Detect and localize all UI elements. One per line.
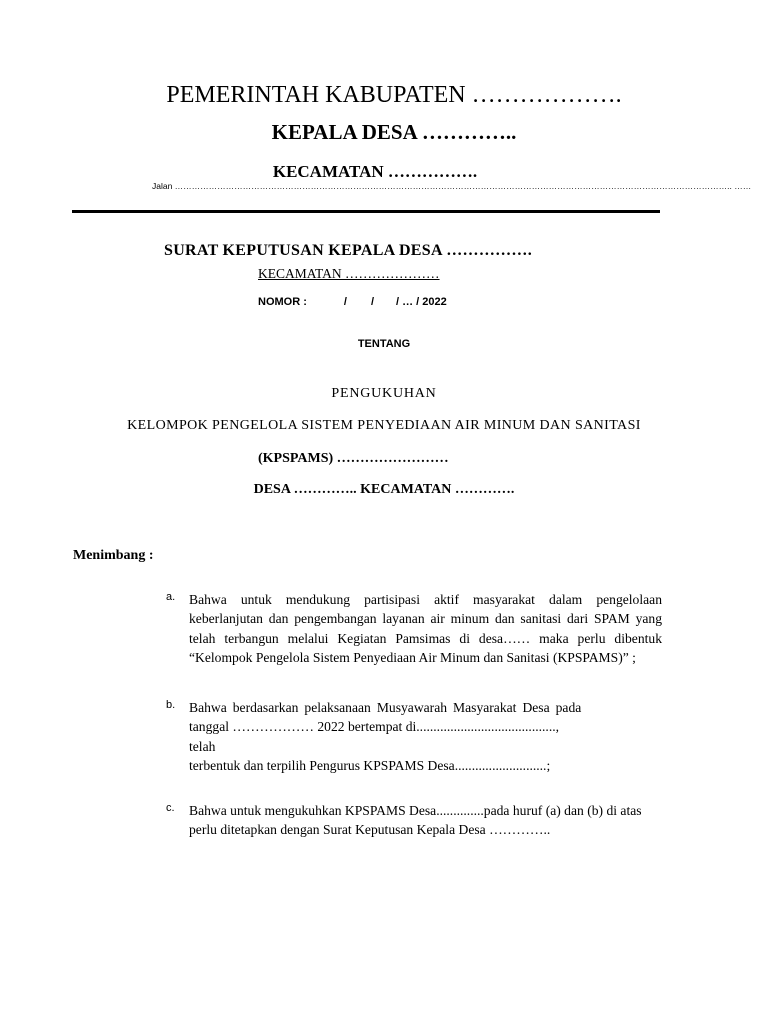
considering-item-text: Bahwa untuk mendukung partisipasi aktif masyarakat dalam pengelolaan keberlanjutan dan pengembangan layanan air minum dan sanitasi dari SPAM yang telah terbangun melalui Kegiatan Pamsimas di desa…… maka perlu dibentuk “Kelompok Pengelola Sistem Penyediaan Air Minum dan Sanitasi (KPSPAMS)” ; xyxy=(189,592,662,665)
considering-item-b xyxy=(166,698,662,775)
considering-item-a xyxy=(166,590,662,667)
letterhead-district: KECAMATAN ……………. xyxy=(272,162,478,181)
decree-number-part: / xyxy=(370,296,375,308)
decree-about: TENTANG xyxy=(357,338,411,350)
decree-subject-title: PENGUKUHAN xyxy=(331,386,437,401)
considering-item-c xyxy=(166,801,662,840)
letterhead-divider xyxy=(72,210,660,213)
decree-subject-kpspams: (KPSPAMS) …………………… xyxy=(258,451,449,466)
decree-number xyxy=(258,296,447,308)
decree-title: SURAT KEPUTUSAN KEPALA DESA ……………. xyxy=(164,242,533,259)
list-marker: a. xyxy=(166,591,176,603)
letterhead-village-head: KEPALA DESA ………….. xyxy=(271,120,517,144)
letterhead-address: Jalan …………………………………………………………………………………………………………………………………………………………………………….. …… xyxy=(152,181,752,191)
decree-subject-village: DESA ………….. KECAMATAN …………. xyxy=(253,482,515,497)
considering-item-line: tanggal ……………… 2022 bertempat di........................................., xyxy=(189,719,560,735)
decree-district: KECAMATAN ………………… xyxy=(258,266,440,281)
decree-number-year: / … / 2022 xyxy=(396,296,447,308)
list-marker: c. xyxy=(166,802,175,814)
considering-label: Menimbang : xyxy=(73,548,154,563)
considering-item-line: telah xyxy=(189,738,216,754)
decree-number-label: NOMOR : xyxy=(258,296,307,308)
decree-number-part: / xyxy=(343,296,347,308)
considering-item-text: Bahwa untuk mengukuhkan KPSPAMS Desa..............pada huruf (a) dan (b) di atas perlu ditetapkan dengan Surat Keputusan Kepala Desa ………….. xyxy=(189,803,642,838)
list-marker: b. xyxy=(166,699,176,711)
letterhead-government: PEMERINTAH KABUPATEN ………………. xyxy=(166,82,622,108)
decree-subject-group: KELOMPOK PENGELOLA SISTEM PENYEDIAAN AIR MINUM DAN SANITASI xyxy=(127,418,641,433)
considering-item-line: terbentuk dan terpilih Pengurus KPSPAMS Desa...........................; xyxy=(189,757,551,773)
considering-item-line: Bahwa berdasarkan pelaksanaan Musyawarah Masyarakat Desa pada xyxy=(189,700,582,715)
